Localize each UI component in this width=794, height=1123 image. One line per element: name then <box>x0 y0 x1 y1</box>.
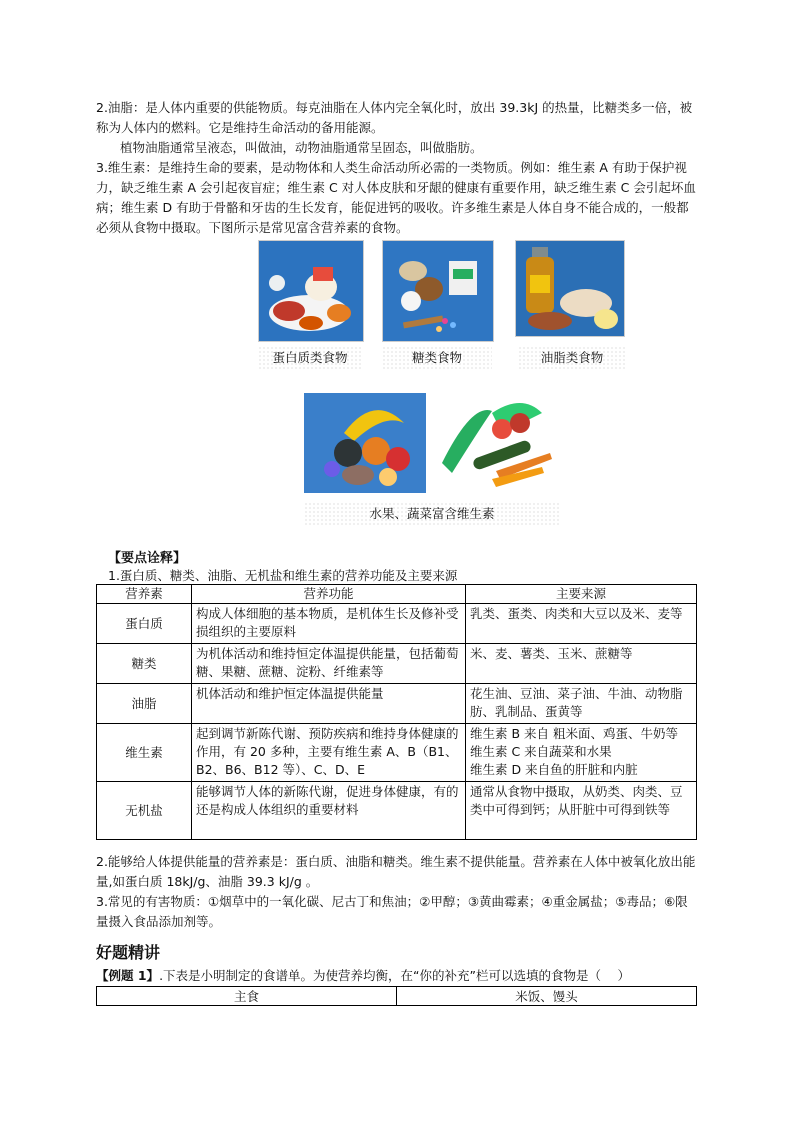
caption-fat: 油脂类食物 <box>518 346 626 370</box>
fat-food-image <box>515 240 625 337</box>
vegetable-image <box>432 393 560 493</box>
nutrient-name: 糖类 <box>97 644 192 684</box>
table-header-row <box>97 585 697 604</box>
table-header: 营养功能 <box>192 585 466 604</box>
table-row <box>97 987 697 1006</box>
table-row <box>97 604 697 644</box>
paragraph-fat-note: 植物油脂通常呈液态，叫做油，动物油脂通常呈固态，叫做脂肪。 <box>120 140 483 155</box>
nutrient-source: 米、麦、薯类、玉米、蔗糖等 <box>466 644 697 684</box>
nutrient-function: 起到调节新陈代谢、预防疾病和维持身体健康的作用，有 20 多种，主要有维生素 A、B（B1、B2、B6、B12 等）、C、D、E <box>192 724 466 782</box>
nutrient-source: 通常从食物中摄取，从奶类、肉类、豆类中可得到钙；从肝脏中可得到铁等 <box>466 782 697 840</box>
example-text: .下表是小明制定的食谱单。为使营养均衡，在“你的补充”栏可以选填的食物是（ ） <box>159 968 630 983</box>
nutrient-function: 机体活动和维护恒定体温提供能量 <box>192 684 466 724</box>
source-line: 维生素 D 来自鱼的肝脏和内脏 <box>470 762 638 777</box>
nutrient-source: 花生油、豆油、菜子油、牛油、动物脂肪、乳制品、蛋黄等 <box>466 684 697 724</box>
table-row <box>97 782 697 840</box>
key-points-subheading: 1.蛋白质、糖类、油脂、无机盐和维生素的营养功能及主要来源 <box>108 568 458 583</box>
menu-category: 主食 <box>97 987 397 1006</box>
caption-fruit-veg: 水果、蔬菜富含维生素 <box>304 502 560 526</box>
nutrient-name: 蛋白质 <box>97 604 192 644</box>
table-header: 营养素 <box>97 585 192 604</box>
nutrient-name: 无机盐 <box>97 782 192 840</box>
caption-sugar: 糖类食物 <box>382 346 492 370</box>
source-line: 维生素 B 来自 粗米面、鸡蛋、牛奶等 <box>470 726 678 741</box>
table-row <box>97 684 697 724</box>
nutrient-function: 能够调节人体的新陈代谢，促进身体健康，有的还是构成人体组织的重要材料 <box>192 782 466 840</box>
nutrient-name: 油脂 <box>97 684 192 724</box>
source-line: 维生素 C 来自蔬菜和水果 <box>470 744 612 759</box>
nutrient-table <box>96 584 697 840</box>
nutrient-source <box>466 724 697 782</box>
nutrient-function: 为机体活动和维持恒定体温提供能量，包括葡萄糖、果糖、蔗糖、淀粉、纤维素等 <box>192 644 466 684</box>
good-questions-title: 好题精讲 <box>96 943 161 962</box>
menu-table <box>96 986 697 1006</box>
table-row <box>97 644 697 684</box>
nutrient-function: 构成人体细胞的基本物质，是机体生长及修补受损组织的主要原料 <box>192 604 466 644</box>
key-points-heading: 【要点诠释】 <box>108 551 187 566</box>
example-label: 【例题 1】 <box>96 968 160 983</box>
nutrient-source: 乳类、蛋类、肉类和大豆以及米、麦等 <box>466 604 697 644</box>
paragraph-fat: 2.油脂：是人体内重要的供能物质。每克油脂在人体内完全氧化时，放出 39.3kJ 的热量，比糖类多一倍，被称为人体内的燃料。它是维持生命活动的备用能源。 <box>96 100 693 135</box>
table-row <box>97 724 697 782</box>
sugar-food-image <box>382 240 494 342</box>
fruit-image <box>304 393 426 493</box>
protein-food-image <box>258 240 364 342</box>
note-energy: 2.能够给人体提供能量的营养素是：蛋白质、油脂和糖类。维生素不提供能量。营养素在人体中被氧化放出能量,如蛋白质 18kJ/g、油脂 39.3 kJ/g 。 <box>96 854 696 889</box>
nutrient-name: 维生素 <box>97 724 192 782</box>
table-header: 主要来源 <box>466 585 697 604</box>
caption-protein: 蛋白质类食物 <box>258 346 362 370</box>
note-harmful: 3.常见的有害物质：①烟草中的一氧化碳、尼古丁和焦油；②甲醇；③黄曲霉素；④重金属盐；⑤毒品；⑥限量摄入食品添加剂等。 <box>96 894 688 929</box>
menu-foods: 米饭、馒头 <box>397 987 697 1006</box>
paragraph-vitamin: 3.维生素：是维持生命的要素，是动物体和人类生命活动所必需的一类物质。例如：维生素 A 有助于保护视力，缺乏维生素 A 会引起夜盲症；维生素 C 对人体皮肤和牙龈的健康有重要作用，缺乏维生素 C 会引起坏血病；维生素 D 有助于骨骼和牙齿的生长发育，能促进钙的吸收。许多维生素是人体自身不能合成的，一般都必须从食物中摄取。下图所示是常见富含营养素的食物。 <box>96 160 696 235</box>
example-question <box>96 966 630 984</box>
